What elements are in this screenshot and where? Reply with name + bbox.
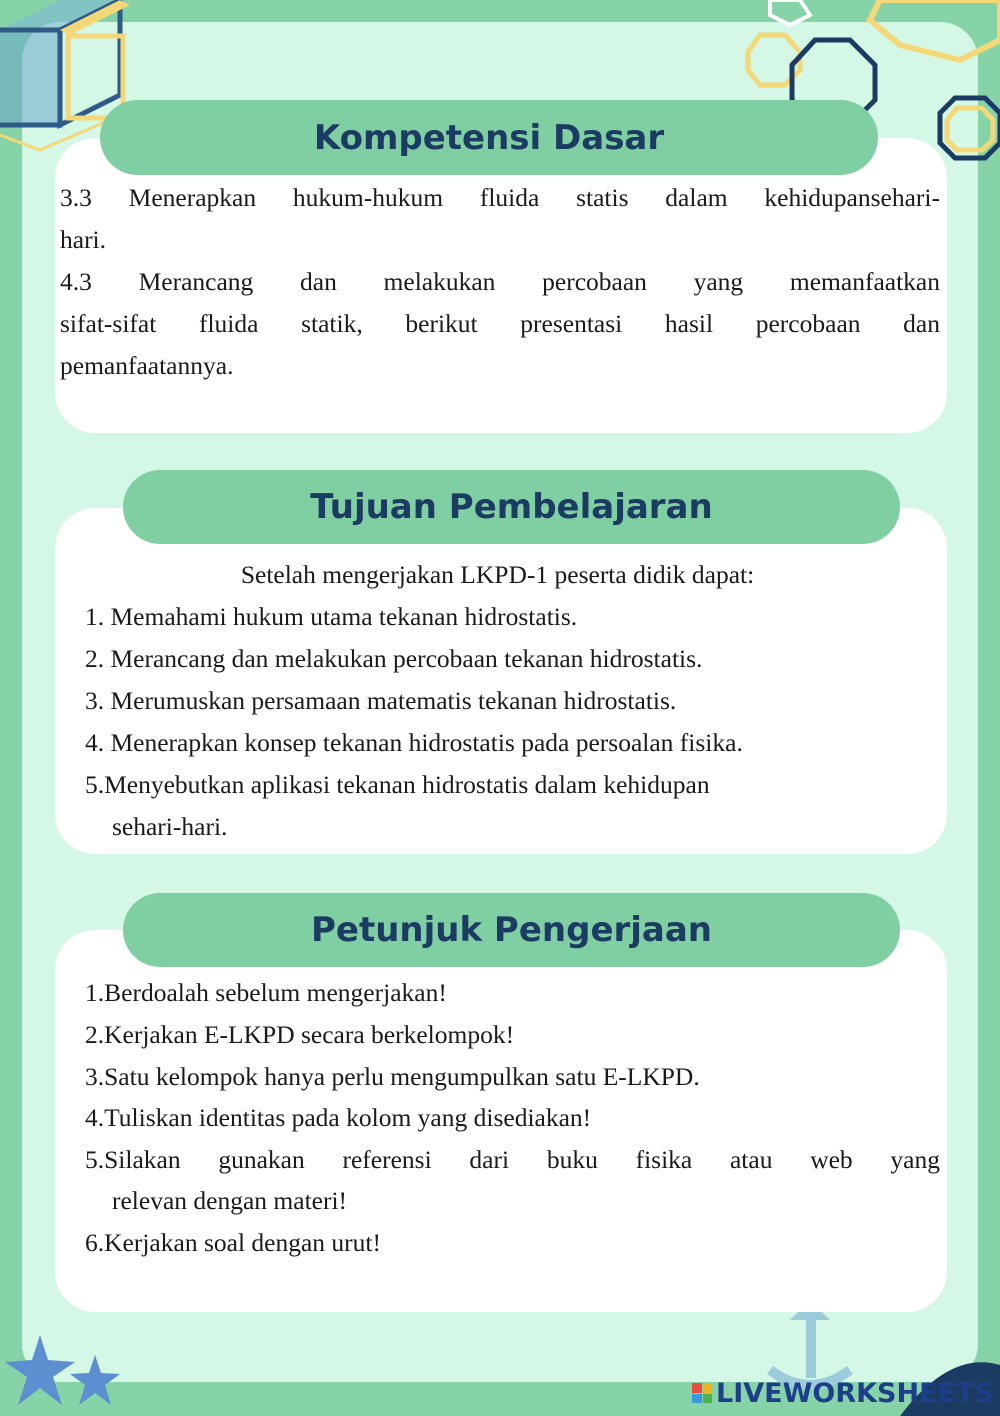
tujuan-item: 5.Menyebutkan aplikasi tekanan hidrostatis dalam kehidupan <box>85 770 710 799</box>
tujuan-title: Tujuan Pembelajaran <box>123 470 900 544</box>
petunjuk-title: Petunjuk Pengerjaan <box>123 893 900 967</box>
starfish-decoration <box>5 1335 120 1405</box>
petunjuk-item: 1.Berdoalah sebelum mengerjakan! <box>85 978 447 1007</box>
petunjuk-item: 5.Silakan gunakan referensi dari buku fisika atau web yang <box>85 1145 940 1174</box>
logo-text: LIVEWORKSHEETS <box>716 1377 994 1409</box>
kompetensi-p1-line2: hari. <box>60 225 107 254</box>
logo-mark-icon <box>692 1383 712 1403</box>
petunjuk-item: 6.Kerjakan soal dengan urut! <box>85 1228 381 1257</box>
petunjuk-item: 4.Tuliskan identitas pada kolom yang disediakan! <box>85 1103 592 1132</box>
kompetensi-title: Kompetensi Dasar <box>100 100 878 175</box>
petunjuk-item: 2.Kerjakan E-LKPD secara berkelompok! <box>85 1020 515 1049</box>
petunjuk-item-continuation: relevan dengan materi! <box>112 1186 348 1215</box>
petunjuk-item: 3.Satu kelompok hanya perlu mengumpulkan satu E-LKPD. <box>85 1062 700 1091</box>
tujuan-intro: Setelah mengerjakan LKPD-1 peserta didik dapat: <box>240 560 755 589</box>
tujuan-item: 1. Memahami hukum utama tekanan hidrostatis. <box>85 602 578 631</box>
kompetensi-p2-line2: sifat-sifat fluida statik, berikut presentasi hasil percobaan dan <box>60 309 940 338</box>
kompetensi-p2-line3: pemanfaatannya. <box>60 351 234 380</box>
liveworksheets-logo[interactable] <box>692 1378 994 1408</box>
tujuan-item: 2. Merancang dan melakukan percobaan tekanan hidrostatis. <box>85 644 703 673</box>
tujuan-item-continuation: sehari-hari. <box>112 812 228 841</box>
kompetensi-p2-line1: 4.3 Merancang dan melakukan percobaan yang memanfaatkan <box>60 267 940 296</box>
kompetensi-p1-line1: 3.3 Menerapkan hukum-hukum fluida statis dalam kehidupansehari- <box>60 183 940 212</box>
tujuan-item: 4. Menerapkan konsep tekanan hidrostatis pada persoalan fisika. <box>85 728 743 757</box>
tujuan-item: 3. Merumuskan persamaan matematis tekanan hidrostatis. <box>85 686 677 715</box>
